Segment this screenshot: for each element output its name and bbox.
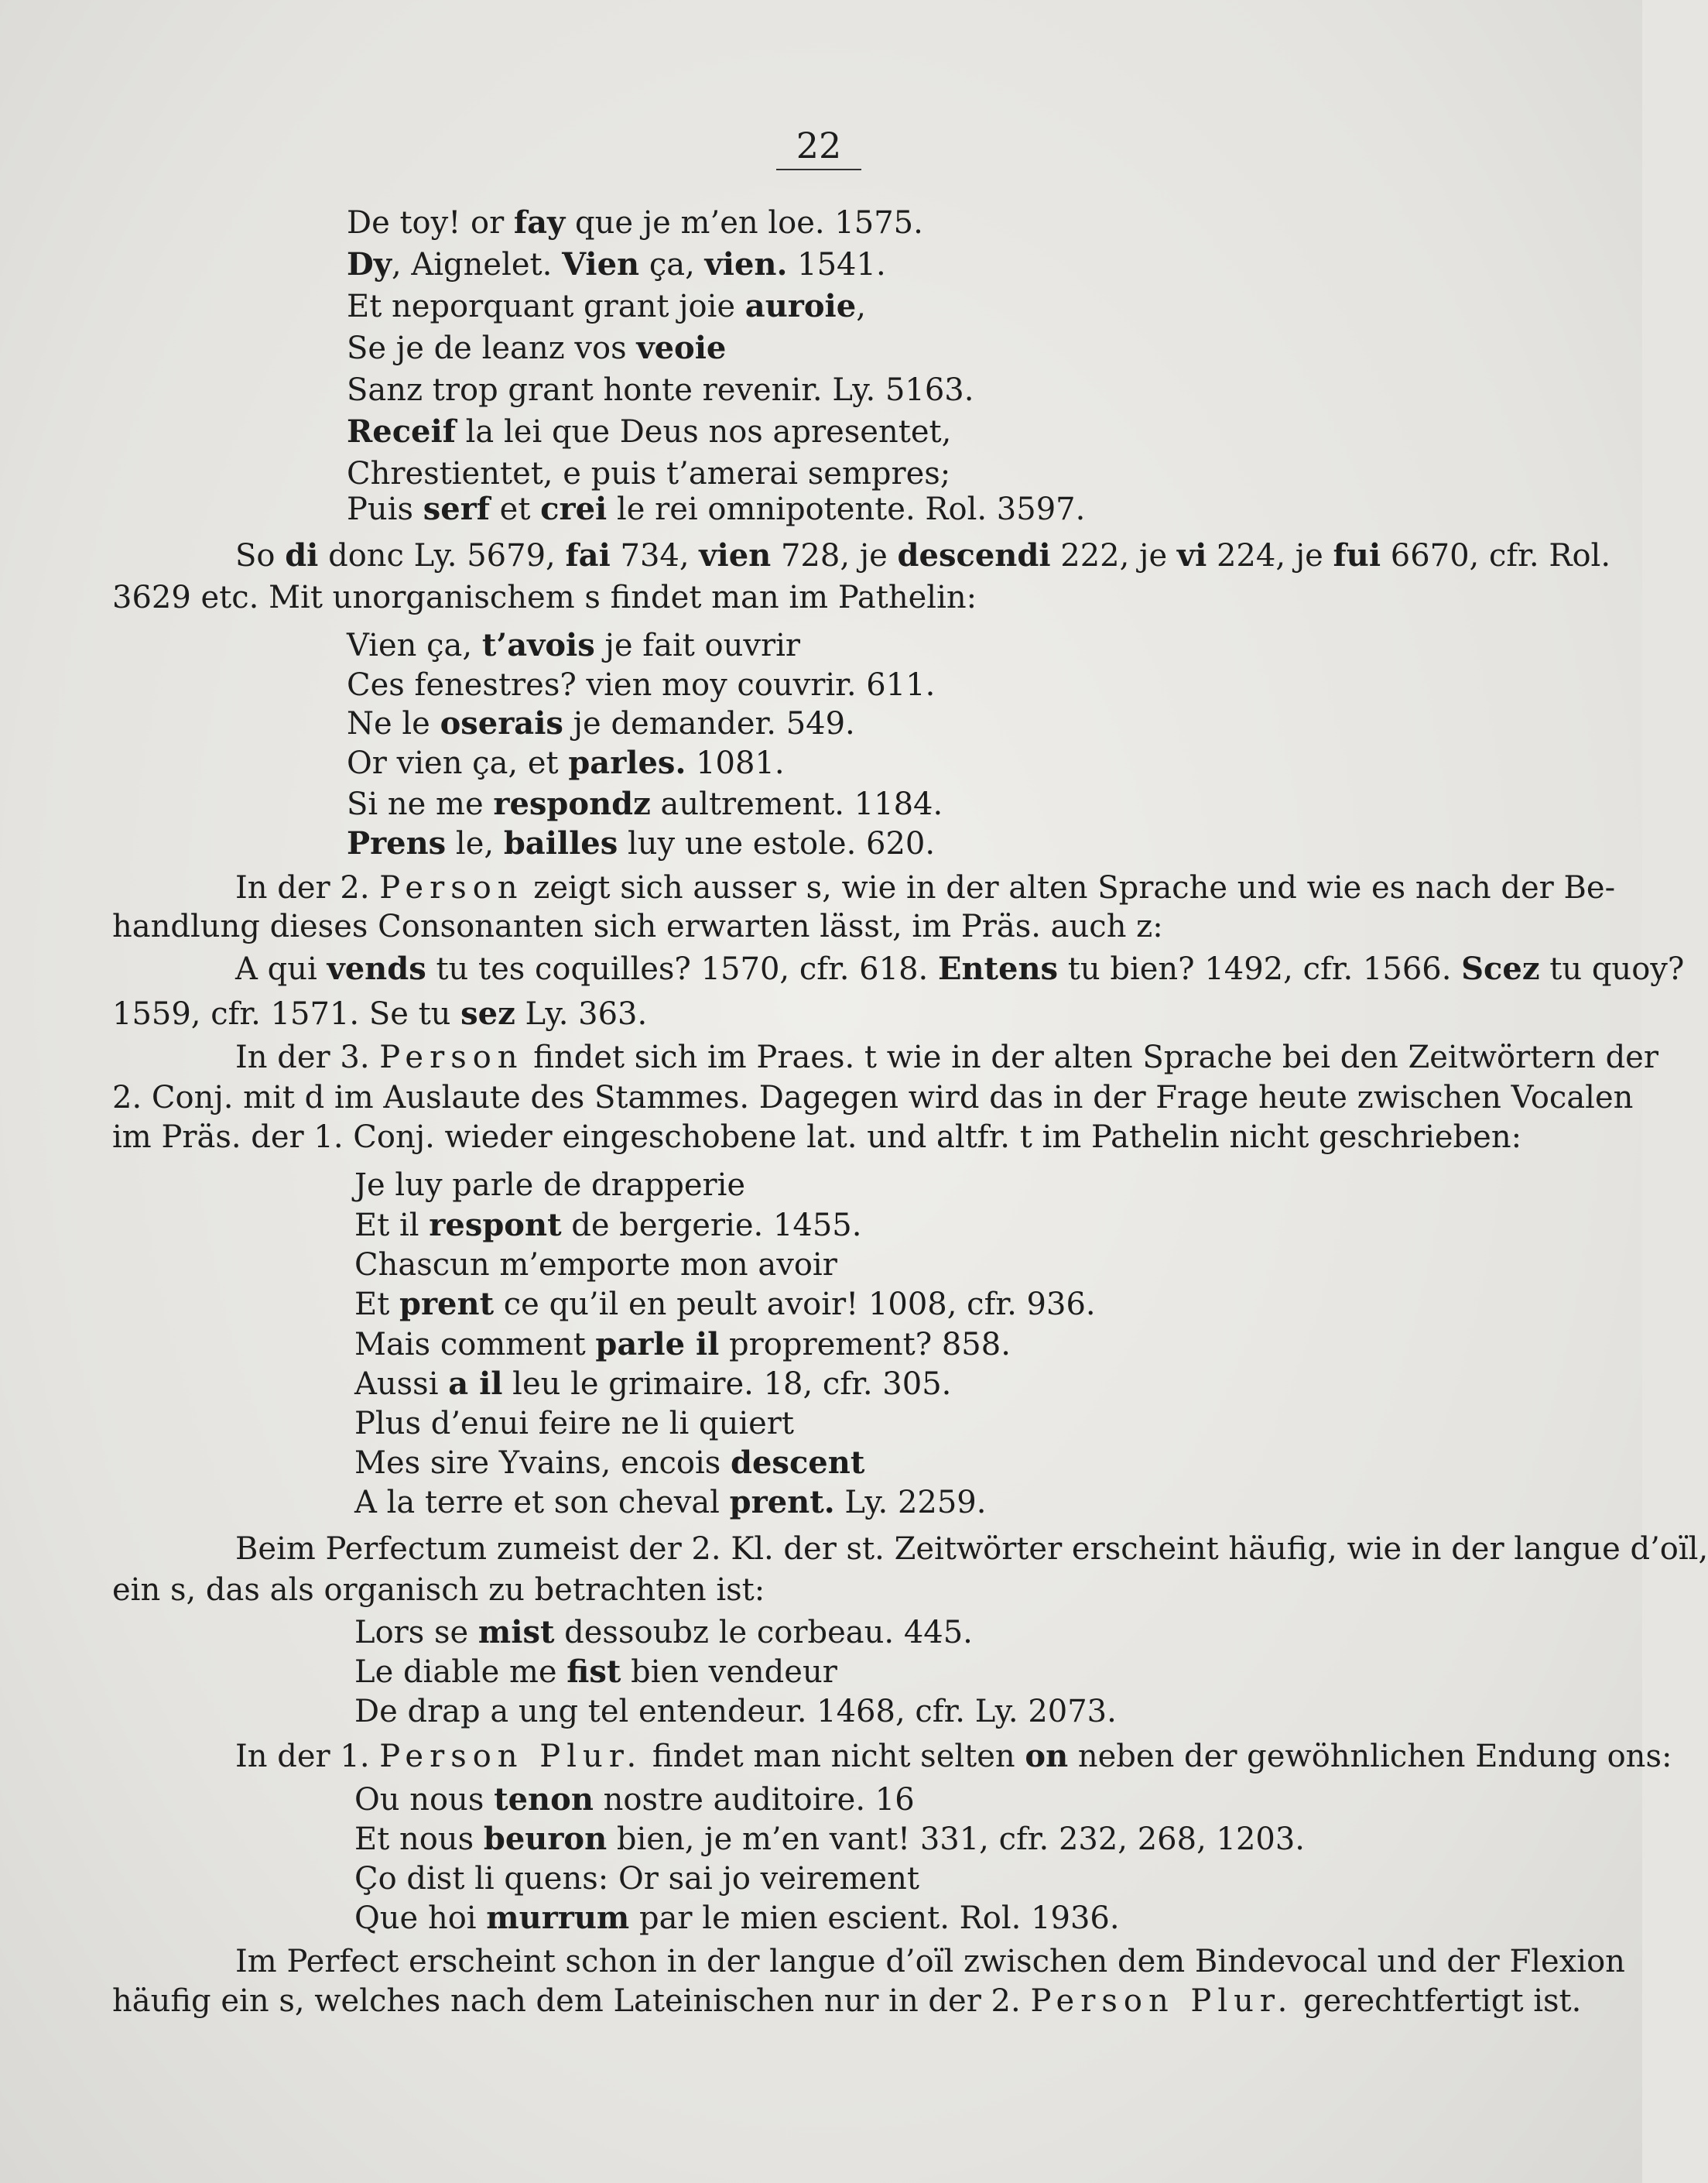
spaced-term: Person Plur. — [1030, 1983, 1294, 2019]
text-run: Vien ça, — [347, 628, 482, 663]
text-line — [347, 286, 866, 327]
text-line — [112, 906, 1163, 947]
text-run: De toy! or — [347, 205, 514, 241]
text-run: Puis — [347, 492, 423, 527]
text-line — [354, 1443, 864, 1483]
text-run: 3629 etc. Mit unorganischem s findet man im Pathelin: — [112, 580, 977, 615]
text-run: Lors se — [354, 1615, 478, 1650]
text-line — [354, 1364, 951, 1404]
text-line — [347, 824, 935, 864]
text-run: Et il — [354, 1208, 430, 1243]
text-run: ein s, das als organisch zu betrachten ist: — [112, 1572, 765, 1608]
emphasized-word: beuron — [483, 1821, 608, 1857]
text-line — [354, 1165, 745, 1205]
emphasized-word: Receif — [347, 413, 456, 450]
text-line — [354, 1819, 1305, 1859]
text-run: Et nous — [354, 1821, 484, 1857]
text-run: Ly. 2259. — [834, 1485, 987, 1520]
emphasized-word: prent. — [729, 1484, 835, 1520]
text-line — [347, 370, 974, 410]
text-run: Ne le — [347, 706, 440, 742]
text-line — [112, 1570, 765, 1610]
emphasized-word: a il — [448, 1366, 503, 1402]
text-run: la lei que Deus nos apresentet, — [455, 414, 952, 450]
emphasized-word: fui — [1333, 537, 1381, 574]
text-run: Sanz trop grant honte revenir. Ly. 5163. — [347, 372, 974, 408]
text-run: Ço dist li quens: Or sai jo veirement — [354, 1861, 919, 1897]
emphasized-word: bailles — [503, 825, 618, 862]
text-run: Mais comment — [354, 1327, 596, 1362]
text-run: , Aignelet. — [391, 247, 563, 283]
emphasized-word: on — [1025, 1738, 1069, 1774]
text-run: 6670, cfr. Rol. — [1381, 538, 1611, 574]
spaced-term: Person — [379, 1040, 524, 1075]
emphasized-word: oserais — [440, 705, 563, 742]
text-run: 1081. — [686, 745, 785, 781]
text-run: le, — [446, 826, 504, 862]
emphasized-word: t’avois — [481, 627, 595, 663]
text-run: Si ne me — [347, 786, 494, 822]
text-run: tu quoy? — [1539, 951, 1685, 987]
text-run: je demander. 549. — [563, 706, 855, 742]
text-line — [347, 784, 943, 824]
text-line — [354, 1403, 794, 1444]
text-run: tu tes coquilles? 1570, cfr. 618. — [426, 951, 938, 987]
text-run: ce qu’il en peult avoir! 1008, cfr. 936. — [494, 1287, 1096, 1322]
text-run: leu le grimaire. 18, cfr. 305. — [502, 1366, 952, 1402]
text-run: A qui — [235, 951, 327, 987]
text-line — [347, 328, 726, 368]
text-line — [112, 994, 647, 1034]
text-line — [347, 203, 923, 243]
text-line — [235, 1037, 1658, 1078]
emphasized-word: prent — [399, 1286, 495, 1322]
emphasized-word: parle il — [595, 1326, 720, 1362]
emphasized-word: di — [285, 537, 319, 574]
text-run: de bergerie. 1455. — [561, 1208, 862, 1243]
text-run: nostre auditoire. 16 — [593, 1782, 915, 1818]
text-run: le rei omnipotente. Rol. 3597. — [607, 492, 1086, 527]
emphasized-word: descendi — [897, 537, 1051, 574]
text-run: proprement? 858. — [719, 1327, 1011, 1362]
text-run: Se je de leanz vos — [347, 331, 637, 366]
text-line — [354, 1691, 1117, 1732]
emphasized-word: fay — [513, 204, 566, 241]
text-run: Que hoi — [354, 1900, 487, 1936]
emphasized-word: veoie — [636, 330, 727, 366]
text-run: De drap a ung tel entendeur. 1468, cfr. Ly. 2073. — [354, 1694, 1117, 1729]
text-run: Mes sire Yvains, encois — [354, 1445, 731, 1481]
emphasized-word: fist — [566, 1654, 621, 1690]
text-run: Plus d’enui feire ne li quiert — [354, 1406, 794, 1441]
emphasized-word: vien — [699, 537, 772, 574]
emphasized-word: parles. — [568, 745, 686, 781]
text-run: ça, — [639, 247, 705, 283]
text-line — [235, 1941, 1625, 1982]
text-line — [235, 1736, 1672, 1777]
text-run: Ly. 363. — [515, 996, 648, 1032]
text-run: findet sich im Praes. t wie in der alten Sprache bei den Zeitwörtern der — [523, 1040, 1658, 1075]
text-line — [347, 704, 855, 744]
text-run: que je m’en loe. 1575. — [565, 205, 923, 241]
emphasized-word: vien. — [704, 246, 788, 283]
text-run: bien, je m’en vant! 331, cfr. 232, 268, 1203. — [607, 1821, 1306, 1857]
text-line — [235, 536, 1611, 576]
text-run: je fait ouvrir — [594, 628, 800, 663]
text-run: Im Perfect erscheint schon in der langue d’oïl zwischen dem Bindevocal und der Flexion — [235, 1944, 1625, 1979]
text-run: In der 3. — [235, 1040, 380, 1075]
text-line — [112, 1078, 1634, 1118]
spaced-term: Person — [379, 870, 524, 906]
text-line — [347, 625, 800, 666]
text-run: , — [856, 289, 866, 324]
emphasized-word: Dy — [347, 246, 392, 283]
emphasized-word: mist — [477, 1614, 555, 1650]
emphasized-word: fai — [565, 537, 611, 574]
text-line — [112, 1117, 1521, 1157]
text-run: Chascun m’emporte mon avoir — [354, 1247, 837, 1283]
emphasized-word: Vien — [562, 246, 640, 283]
text-line — [235, 868, 1616, 908]
text-run: gerechtfertigt ist. — [1293, 1983, 1582, 2019]
text-line — [354, 1780, 915, 1820]
text-line — [347, 743, 785, 783]
emphasized-word: crei — [540, 491, 608, 527]
text-run: Beim Perfectum zumeist der 2. Kl. der st. Zeitwörter erscheint häufig, wie in der langue d’oïl, — [235, 1531, 1708, 1567]
text-line — [354, 1205, 861, 1246]
text-run: et — [489, 492, 541, 527]
text-run: Je luy parle de drapperie — [354, 1167, 746, 1203]
text-run: findet man nicht selten — [642, 1739, 1025, 1774]
text-line — [354, 1612, 973, 1653]
text-run: 728, je — [771, 538, 898, 574]
text-run: A la terre et son cheval — [354, 1485, 730, 1520]
emphasized-word: vi — [1176, 537, 1207, 574]
text-line — [235, 949, 1685, 989]
text-run: 224, je — [1207, 538, 1333, 574]
emphasized-word: Prens — [347, 825, 447, 862]
text-run: Le diable me — [354, 1654, 567, 1690]
text-line — [347, 245, 886, 285]
emphasized-word: tenon — [494, 1781, 594, 1818]
text-run: im Präs. der 1. Conj. wieder eingeschobene lat. und altfr. t im Pathelin nicht geschrieben: — [112, 1119, 1522, 1155]
text-line — [354, 1859, 919, 1899]
text-run: zeigt sich ausser s, wie in der alten Sprache und wie es nach der Be- — [523, 870, 1616, 906]
text-line — [347, 454, 950, 494]
text-run: dessoubz le corbeau. 445. — [554, 1615, 973, 1650]
text-run: Or vien ça, et — [347, 745, 569, 781]
text-line — [347, 412, 951, 452]
emphasized-word: sez — [460, 996, 515, 1032]
text-run: luy une estole. 620. — [618, 826, 936, 862]
emphasized-word: vends — [327, 951, 426, 987]
emphasized-word: Entens — [937, 951, 1059, 987]
text-run: par le mien escient. Rol. 1936. — [629, 1900, 1120, 1936]
text-line — [354, 1482, 986, 1523]
text-run: bien vendeur — [621, 1654, 837, 1690]
text-line — [354, 1652, 837, 1692]
text-run: donc Ly. 5679, — [318, 538, 566, 574]
text-run: aultrement. 1184. — [650, 786, 943, 822]
text-run: handlung dieses Consonanten sich erwarten lässt, im Präs. auch z: — [112, 909, 1163, 944]
text-run: Ou nous — [354, 1782, 495, 1818]
text-run: In der 2. — [235, 870, 380, 906]
text-run: neben der gewöhnlichen Endung ons: — [1068, 1739, 1672, 1774]
text-run: Aussi — [354, 1366, 449, 1402]
text-line — [112, 577, 977, 618]
text-run: 734, — [610, 538, 700, 574]
text-run: 222, je — [1050, 538, 1177, 574]
text-line — [112, 1981, 1581, 2021]
page-number: 22 — [776, 122, 861, 170]
emphasized-word: Scez — [1461, 951, 1540, 987]
text-run: So — [235, 538, 286, 574]
emphasized-word: descent — [731, 1444, 865, 1481]
text-run: Ces fenestres? vien moy couvrir. 611. — [347, 667, 936, 703]
text-run: In der 1. — [235, 1739, 380, 1774]
spaced-term: Person Plur. — [379, 1739, 643, 1774]
text-line — [347, 665, 935, 705]
text-run: 1559, cfr. 1571. Se tu — [112, 996, 461, 1032]
emphasized-word: auroie — [744, 288, 857, 324]
text-run: tu bien? 1492, cfr. 1566. — [1058, 951, 1462, 987]
text-run: Chrestientet, e puis t’amerai sempres; — [347, 456, 951, 492]
text-line — [354, 1284, 1096, 1325]
emphasized-word: murrum — [486, 1900, 630, 1936]
text-line — [354, 1245, 837, 1285]
text-run: häufig ein s, welches nach dem Lateinischen nur in der 2. — [112, 1983, 1031, 2019]
emphasized-word: respondz — [493, 786, 651, 822]
text-line — [354, 1325, 1011, 1365]
emphasized-word: serf — [423, 491, 490, 527]
text-run: 2. Conj. mit d im Auslaute des Stammes. Dagegen wird das in der Frage heute zwischen Vocalen — [112, 1080, 1634, 1115]
text-line — [354, 1898, 1120, 1938]
text-run: 1541. — [787, 247, 886, 283]
text-run: Et neporquant grant joie — [347, 289, 745, 324]
text-line — [347, 489, 1085, 529]
emphasized-word: respont — [429, 1207, 562, 1243]
text-run: Et — [354, 1287, 399, 1322]
text-line — [235, 1529, 1708, 1569]
